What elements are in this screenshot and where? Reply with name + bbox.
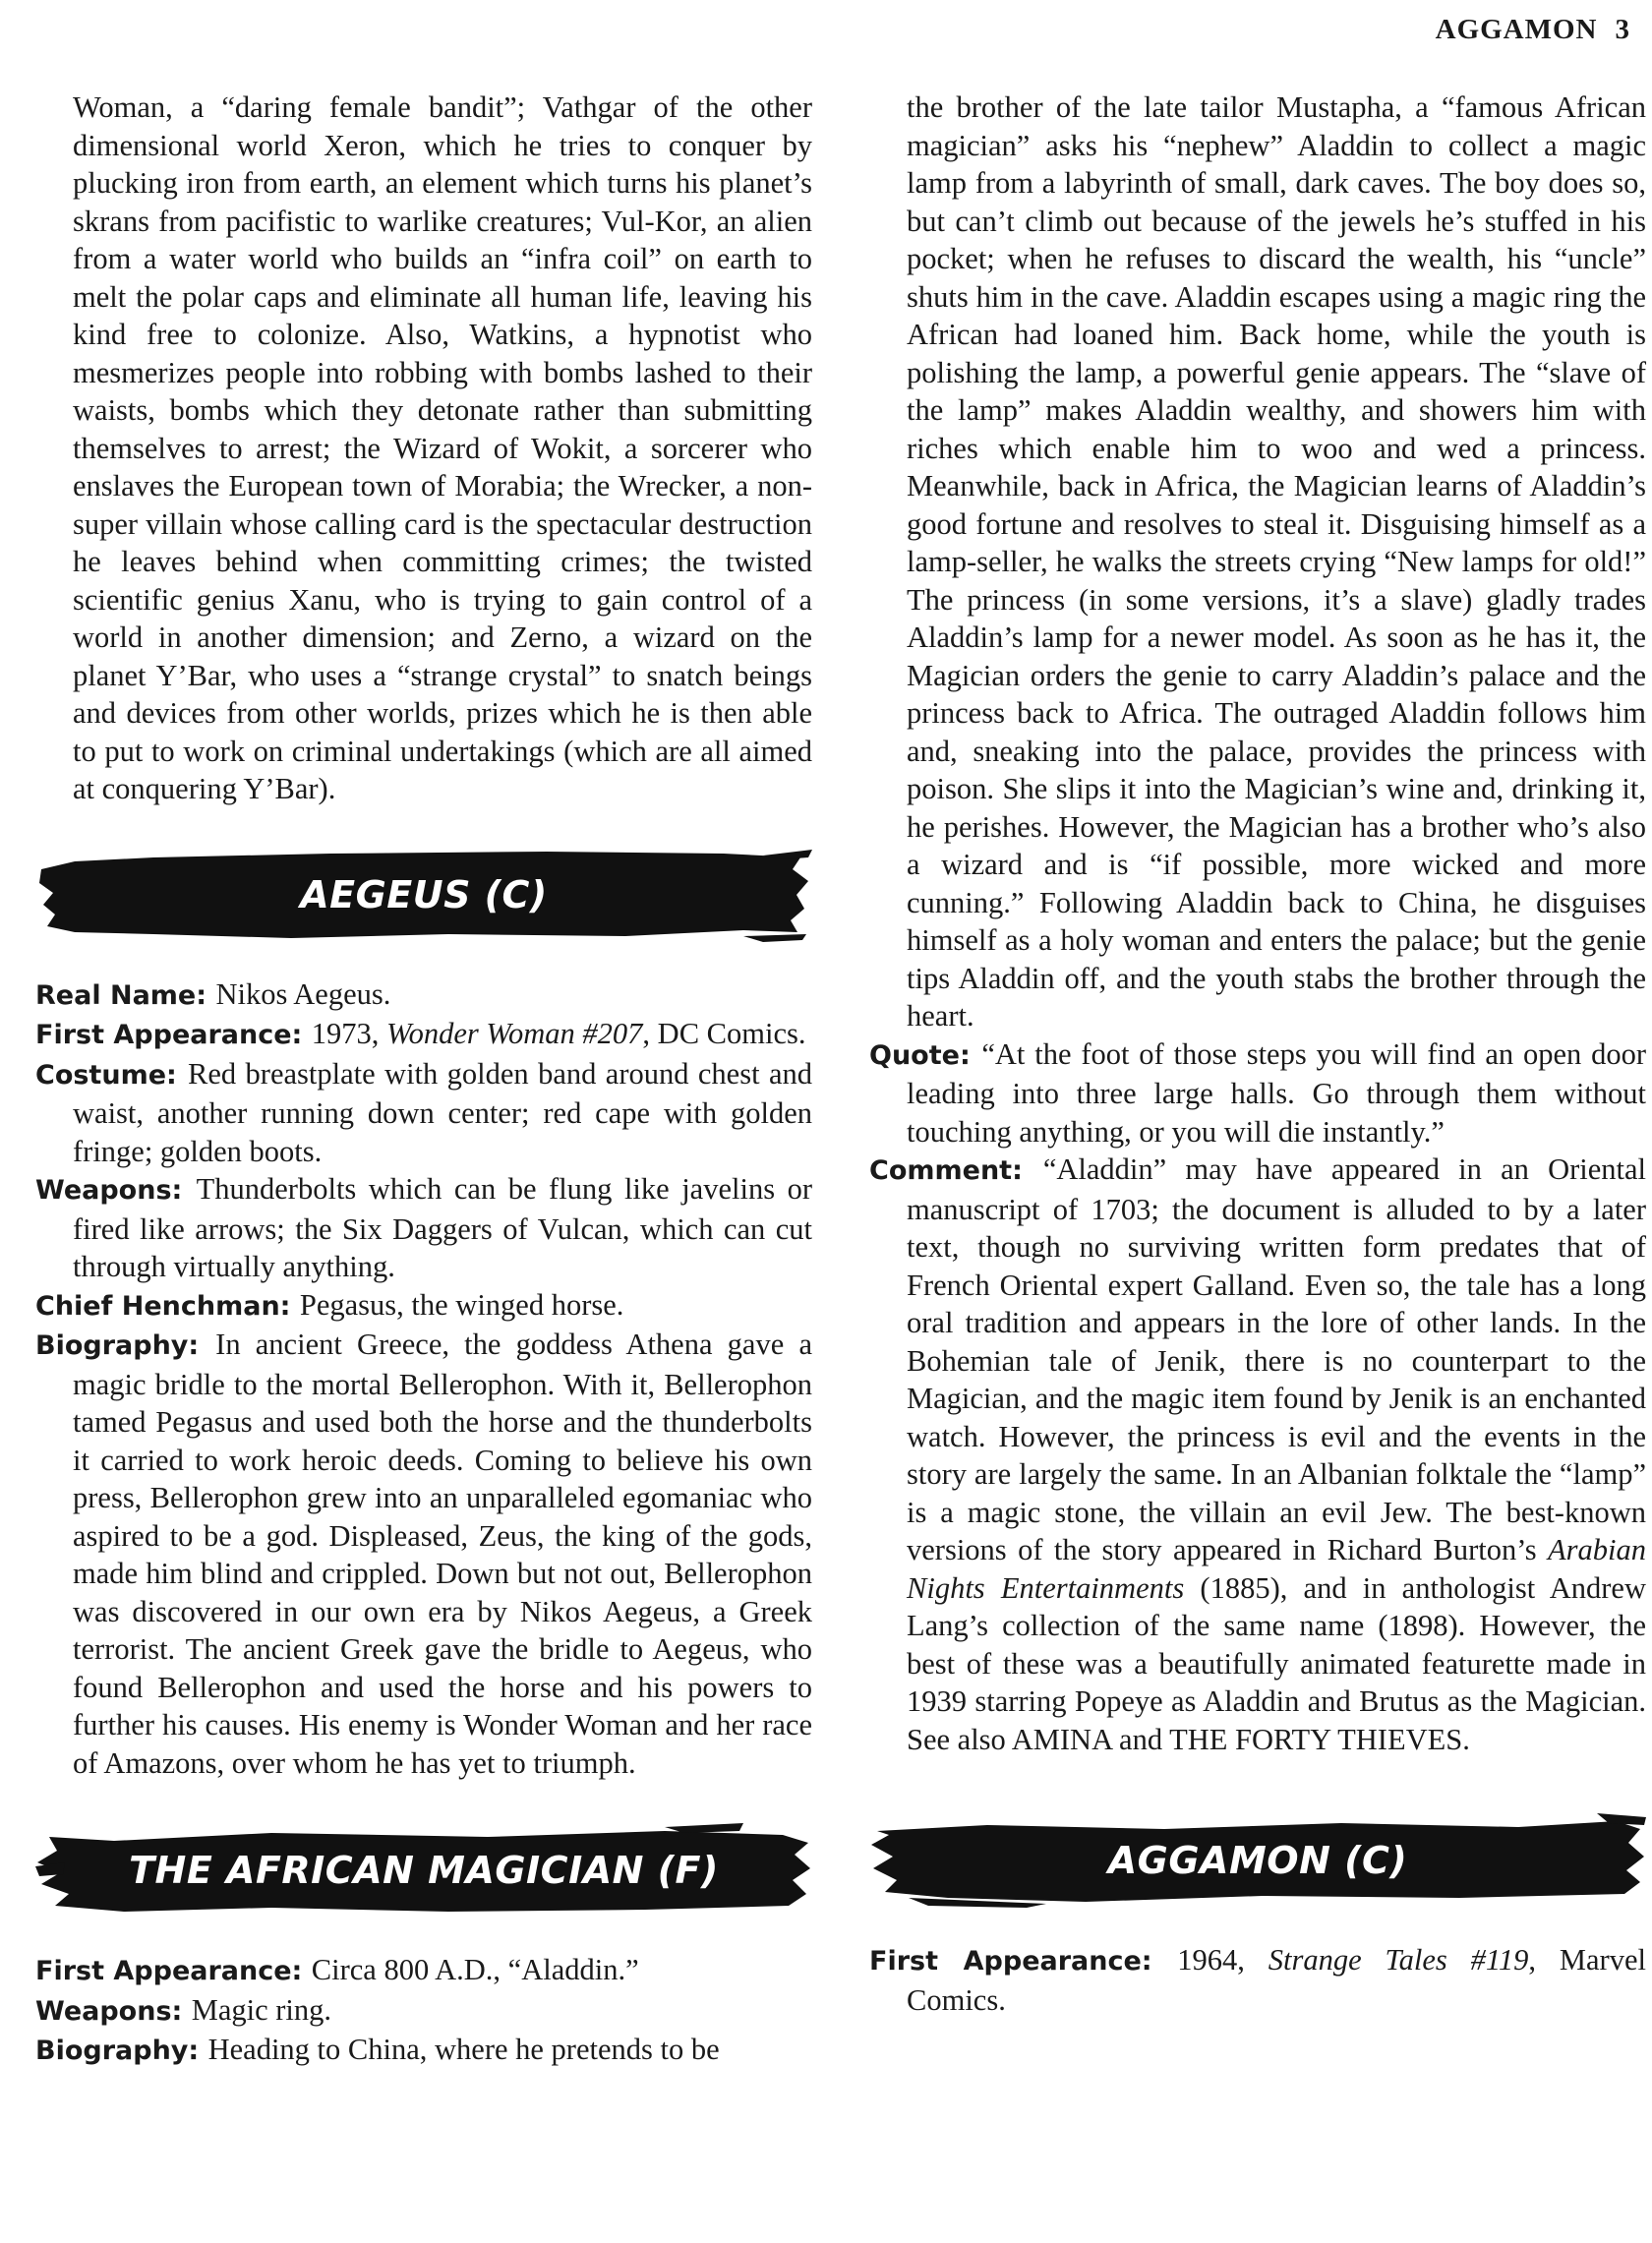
page-number: 3 xyxy=(1615,14,1630,45)
magician-weapons: Weapons: Magic ring. xyxy=(35,1992,332,2027)
aegeus-costume: Costume: Red breastplate with golden band around chest and waist, another running down center; red cape with golden fringe; golden boots. xyxy=(35,1056,812,1168)
aggamon-title: AGGAMON (C) xyxy=(1107,1839,1408,1882)
african-magician-title: THE AFRICAN MAGICIAN (F) xyxy=(129,1849,719,1892)
right-column xyxy=(869,89,1646,2019)
aegeus-title: AEGEUS (C) xyxy=(300,872,548,916)
left-column xyxy=(35,89,812,2071)
aegeus-banner xyxy=(35,848,812,942)
magician-first-appearance: First Appearance: Circa 800 A.D., “Aladdin.” xyxy=(35,1953,639,1986)
aggamon-banner xyxy=(869,1813,1646,1908)
magician-quote: Quote: “At the foot of those steps you will find an open door leading into three large halls. Go through them without touching anything, or you will die instantly.” xyxy=(869,1036,1646,1149)
aegeus-weapons: Weapons: Thunderbolts which can be flung like javelins or fired like arrows; the Six Daggers of Vulcan, which can cut through virtually anything. xyxy=(35,1172,812,1283)
aegeus-first-appearance: First Appearance: 1973, Wonder Woman #207, DC Comics. xyxy=(35,1017,806,1050)
magician-comment: Comment: “Aladdin” may have appeared in an Oriental manuscript of 1703; the document is alluded to by a later text, though no surviving written form predates that of French Oriental expert Galland. Even so, the tale has a long oral tradition and appears in the lore of other lands. In the Bohemian tale of Jenik, there is no counterpart to the Magician, and the magic item found by Jenik is an enchanted watch. However, the princess is evil and the events in the story are largely the same. In an Albanian folktale the “lamp” is a magic stone, the villain an evil Jew. The best-known versions of the story appeared in Richard Burton’s Arabian Nights Entertainments (1885), and in anthologist Andrew Lang’s collection of the same name (1898). However, the best of these was a beautifully animated featurette made in 1939 starring Popeye as Aladdin and Brutus as the Magician. See also AMINA and THE FORTY THIEVES. xyxy=(869,1152,1646,1756)
section-title: AGGAMON xyxy=(1435,14,1598,45)
aegeus-biography: Biography: In ancient Greece, the goddess Athena gave a magic bridle to the mortal Bellerophon. With it, Bellerophon tamed Pegasus and used both the horse and the thunderbolts it carried to work heroic deeds. Coming to believe his own press, Bellerophon grew into an unparalleled egomaniac who aspired to be a god. Displeased, Zeus, the king of the gods, made him blind and crippled. Down but not out, Bellerophon was discovered in our own era by Nikos Aegeus, a Greek terrorist. The ancient Greek gave the bridle to Aegeus, who found Bellerophon and used the horse and his powers to further his causes. His enemy is Wonder Woman and her race of Amazons, over whom he has yet to triumph. xyxy=(35,1328,812,1780)
aegeus-real-name: Real Name: Nikos Aegeus. xyxy=(35,976,391,1011)
magician-biography-continued: the brother of the late tailor Mustapha, a “famous African magician” asks his “nephew” Aladdin to collect a magic lamp from a labyrinth of small, dark caves. The boy does so, but can’t climb out because of the jewels he’s stuffed in his pocket; when he refuses to discard the wealth, his “uncle” shuts him in the cave. Aladdin escapes using a magic ring the African had loaned him. Back home, while the youth is polishing the lamp, a powerful genie appears. The “slave of the lamp” makes Aladdin wealthy, and showers him with riches which enable him to woo and wed a princess. Meanwhile, back in Africa, the Magician learns of Aladdin’s good fortune and resolves to steal it. Disguising himself as a lamp-seller, he walks the streets crying “New lamps for old!” The princess (in some versions, it’s a slave) gladly trades Aladdin’s lamp for a newer model. As soon as he has it, the Magician orders the genie to carry Aladdin’s palace and the princess back to Africa. The outraged Aladdin follows him and, sneaking into the palace, provides the princess with poison. She slips it into the Magician’s wine and, drinking it, he perishes. However, the Magician has a brother who’s also a wizard and is “if possible, more wicked and more cunning.” Following Aladdin back to China, he disguises himself as a holy woman and enters the palace; but the genie tips Aladdin off, and the youth stabs the brother through the heart. xyxy=(907,90,1646,1033)
continued-paragraph: Woman, a “daring female bandit”; Vathgar of the other dimensional world Xeron, which he tries to conquer by plucking iron from earth, an element which turns his planet’s skrans from pacifistic to warlike creatures; Vul-Kor, an alien from a water world who builds an “infra coil” on earth to melt the polar caps and eliminate all human life, leaving his kind free to colonize. Also, Watkins, a hypnotist who mesmerizes people into robbing with bombs lashed to their waists, bombs which they detonate rather than submitting themselves to arrest; the Wizard of Wokit, a sorcerer who enslaves the European town of Morabia; the Wrecker, a non-super villain whose calling card is the spectacular destruction he leaves behind when committing crimes; the twisted scientific genius Xanu, who is trying to gain control of a world in another dimension; and Zerno, a wizard on the planet Y’Bar, who uses a “strange crystal” to snatch beings and devices from other worlds, prizes which he is then able to put to work on criminal undertakings (which are all aimed at conquering Y’Bar). xyxy=(73,90,812,805)
aegeus-henchman: Chief Henchman: Pegasus, the winged horse. xyxy=(35,1287,624,1322)
aggamon-first-appearance: First Appearance: 1964, Strange Tales #119, Marvel Comics. xyxy=(869,1943,1646,2017)
running-head xyxy=(1436,14,1630,46)
african-magician-banner xyxy=(35,1823,812,1918)
magician-biography-start: Biography: Heading to China, where he pretends to be xyxy=(35,2033,720,2066)
